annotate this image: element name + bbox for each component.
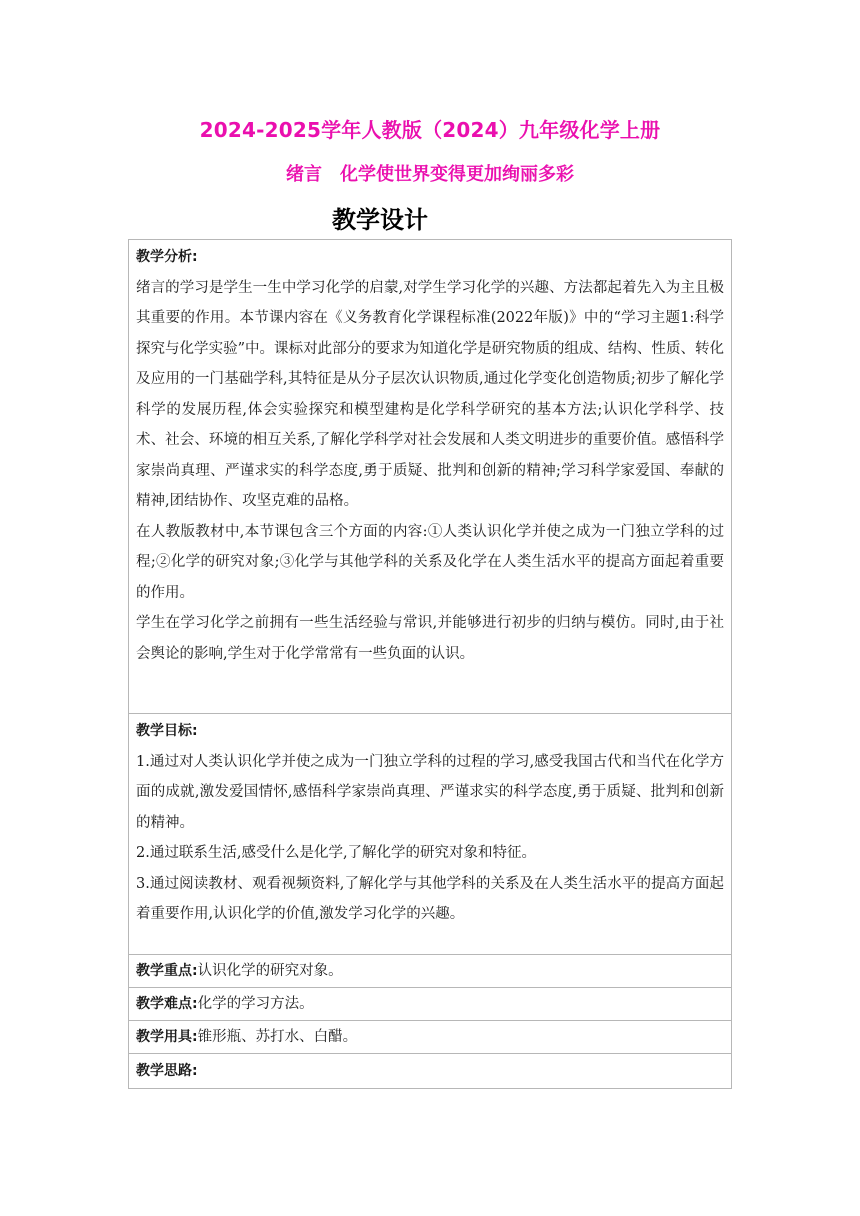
tools-label: 教学用具: <box>136 1029 198 1045</box>
goal-item: 2.通过联系生活,感受什么是化学,了解化学的研究对象和特征。 <box>136 845 537 861</box>
teaching-design-table <box>128 239 732 1089</box>
document-title: 2024-2025学年人教版（2024）九年级化学上册 <box>199 118 661 142</box>
key-point-label: 教学重点: <box>136 963 198 979</box>
analysis-paragraph: 学生在学习化学之前拥有一些生活经验与常识,并能够进行初步的归纳与模仿。同时,由于社会舆论的影响,学生对于化学常常有一些负面的认识。 <box>136 615 724 662</box>
tools-text: 锥形瓶、苏打水、白醋。 <box>197 1029 358 1045</box>
goal-item: 3.通过阅读教材、观看视频资料,了解化学与其他学科的关系及在人类生活水平的提高方面起着重要作用,认识化学的价值,激发学习化学的兴趣。 <box>136 875 724 922</box>
analysis-paragraph: 绪言的学习是学生一生中学习化学的启蒙,对学生学习化学的兴趣、方法都起着先入为主且极其重要的作用。本节课内容在《义务教育化学课程标准(2022年版)》中的“学习主题1:科学探究与化学实验”中。课标对此部分的要求为知道化学是研究物质的组成、结构、性质、转化及应用的一门基础学科,其特征是从分子层次认识物质,通过化学变化创造物质;初步了解化学科学的发展历程,体会实验探究和模型建构是化学科学研究的基本方法;认识化学科学、技术、社会、环境的相互关系,了解化学科学对社会发展和人类文明进步的重要价值。感悟科学家崇尚真理、严谨求实的科学态度,勇于质疑、批判和创新的精神;学习科学家爱国、奉献的精神,团结协作、攻坚克难的品格。 <box>136 279 724 509</box>
teaching-idea-label: 教学思路: <box>136 1063 198 1079</box>
key-point-text: 认识化学的研究对象。 <box>197 963 343 979</box>
analysis-paragraph: 在人教版教材中,本节课包含三个方面的内容:①人类认识化学并使之成为一门独立学科的过程;②化学的研究对象;③化学与其他学科的关系及化学在人类生活水平的提高方面起着重要的作用。 <box>136 523 724 601</box>
difficulty-text: 化学的学习方法。 <box>197 996 314 1012</box>
difficulty-cell <box>129 988 731 1021</box>
teaching-analysis-label: 教学分析: <box>136 249 198 265</box>
lesson-subtitle: 绪言 化学使世界变得更加绚丽多彩 <box>286 164 574 185</box>
goal-item: 1.通过对人类认识化学并使之成为一门独立学科的过程的学习,感受我国古代和当代在化学方面的成就,激发爱国情怀,感悟科学家崇尚真理、严谨求实的科学态度,勇于质疑、批判和创新的精神。 <box>136 753 724 831</box>
teaching-goals-label: 教学目标: <box>136 723 198 739</box>
document-heading: 教学设计 <box>332 206 428 234</box>
key-point-cell <box>129 955 731 988</box>
difficulty-label: 教学难点: <box>136 996 198 1012</box>
tools-cell <box>129 1021 731 1054</box>
teaching-analysis-cell <box>129 240 731 714</box>
teaching-goals-cell <box>129 714 731 955</box>
teaching-idea-cell <box>129 1054 731 1088</box>
